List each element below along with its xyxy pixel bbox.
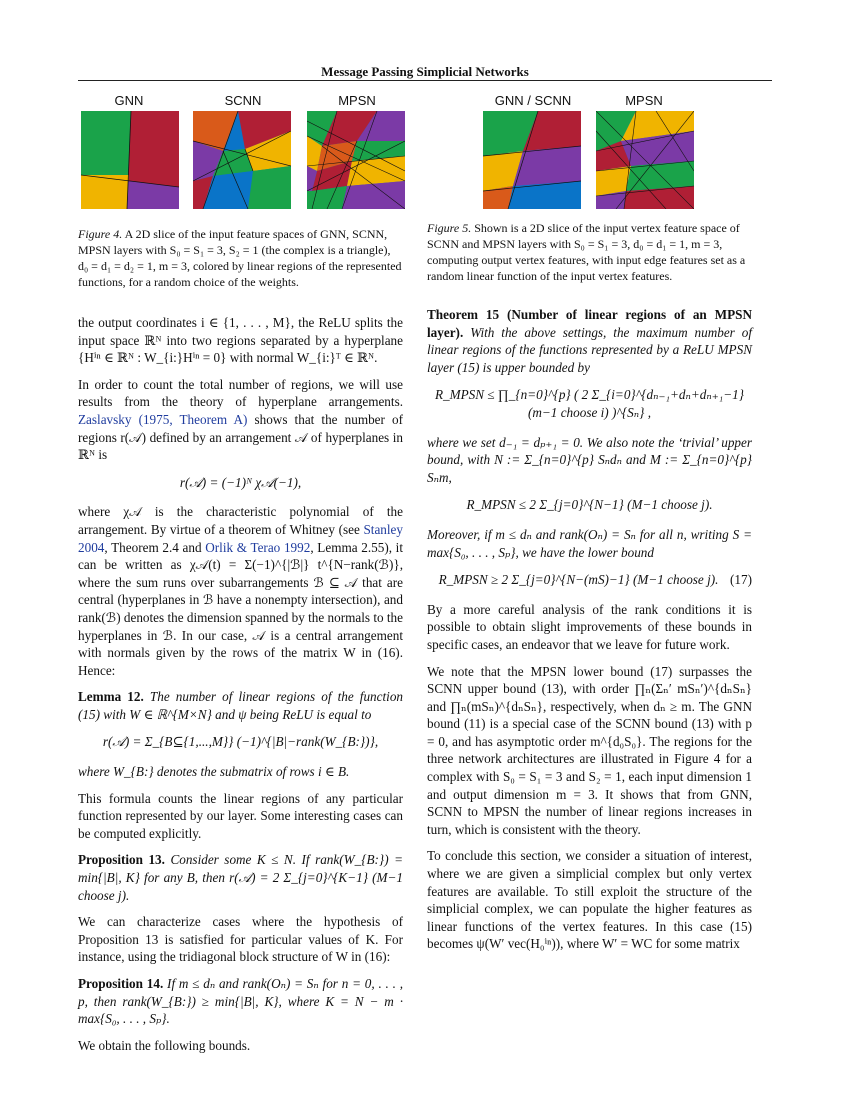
equation-number-17: (17) (730, 572, 752, 588)
left-p1: the output coordinates i ∈ {1, . . . , M}, the ReLU splits the input space ℝᴺ into two regions separated by a hyperplane {Hⁱⁿ ∈ ℝᴺ : W_{i:}Hⁱⁿ = 0} with normal W_{i:}ᵀ ∈ ℝᴺ. (78, 315, 403, 366)
fig5-label-gnn-scnn: GNN / SCNN (494, 93, 572, 108)
equation-lower-bound: (17) R_MPSN ≥ 2 Σ_{j=0}^{N−(mS)−1} (M−1 choose j). (438, 572, 752, 588)
lemma-12: Lemma 12. The number of linear regions of the function (15) with W ∈ ℝ^{M×N} and ψ being ReLU is equal to (78, 689, 404, 722)
right-column (427, 306, 752, 962)
left-p6: We obtain the following bounds. (78, 1037, 251, 1053)
left-p5: We can characterize cases where the hypothesis of Proposition 13 is satisfied for particular values of K. For instance, using the tridiagonal block structure of W in (16): (78, 914, 403, 965)
left-p2: In order to count the total number of regions, we will use results from the theory of hyperplane arrangements. Zaslavsky (1975, Theorem A) shows that the number of regions r(𝒜) defined by an arrangement 𝒜 of hyperplanes in ℝᴺ is (78, 376, 403, 463)
theorem-15: Theorem 15 (Number of linear regions of an MPSN layer). With the above settings, the maximum number of linear regions of the functions represented by a ReLU MPSN layer (15) is upper bounded by (427, 307, 753, 375)
fig4-caption-text: A 2D slice of the input feature spaces of GNN, SCNN, MPSN layers with S₀ = S₁ = 3, S₂ = 1 (the complex is a triangle), d₀ = d₁ = d₂ = 1, m = 3, colored by linear regions of the represented functions, for a random choice of the weights. (78, 227, 402, 289)
left-p4: This formula counts the linear regions of any particular function represented by our layer. Some interesting cases can be computed explicitly. (78, 790, 403, 841)
zaslavsky-citation[interactable]: Zaslavsky (1975, Theorem A) (78, 411, 248, 427)
header-rule (78, 80, 772, 81)
fig4-label-gnn: GNN (114, 93, 144, 108)
equation-lemma: r(𝒜) = Σ_{B⊆{1,...,M}} (−1)^{|B|−rank(W_{B:})}, (102, 734, 379, 750)
theorem-15-mid: where we set d₋₁ = dₚ₊₁ = 0. We also note the ‘trivial’ upper bound, with N := Σ_{n=0}^{p} Sₙdₙ and M := Σ_{n=0}^{p} Sₙm, (427, 434, 752, 485)
stanley-citation[interactable]: Stanley 2004 (78, 521, 404, 555)
fig5-caption-label: Figure 5. (427, 221, 472, 235)
theorem-15-end: Moreover, if m ≤ dₙ and rank(Oₙ) = Sₙ for all n, writing S = max{S₀, . . . , Sₚ}, we have the lower bound (427, 526, 752, 560)
fig4-mpsn-panel (307, 111, 405, 209)
fig4-caption (78, 226, 403, 290)
fig5-caption-text: Shown is a 2D slice of the input vertex feature space of SCNN and MPSN layers with S₀ = S₁ = 3, d₀ = d₁ = 1, m = 3, computing output vertex features, with input edge features set as a random linear function of the input vertex features. (427, 221, 746, 283)
fig4-label-scnn: SCNN (224, 93, 262, 108)
orlik-terao-citation[interactable]: Orlik & Terao 1992 (205, 539, 311, 555)
fig4-scnn-panel (193, 111, 291, 209)
proposition-13: Proposition 13. Consider some K ≤ N. If rank(W_{B:}) = min{|B|, K} for any B, then r(𝒜) = 2 Σ_{j=0}^{K−1} (M−1 choose j). (78, 852, 403, 903)
fig5-mpsn-panel (596, 111, 694, 209)
fig5-label-mpsn: MPSN (625, 93, 663, 108)
lemma-12-after: where W_{B:} denotes the submatrix of rows i ∈ B. (78, 764, 350, 780)
equation-trivial-bound: R_MPSN ≤ 2 Σ_{j=0}^{N−1} (M−1 choose j). (466, 497, 713, 513)
fig5-gnn-scnn-panel (483, 111, 581, 209)
proposition-14: Proposition 14. If m ≤ dₙ and rank(Oₙ) = Sₙ for n = 0, . . . , p, then rank(W_{B:}) ≥ min{|B|, K}, where K = N − m · max{S₀, . . . , Sₚ}. (78, 976, 403, 1027)
fig5-caption (427, 220, 752, 284)
equation-regions: r(𝒜) = (−1)ᴺ χ𝒜(−1), (179, 474, 302, 490)
right-p1: By a more careful analysis of the rank conditions it is possible to obtain slight improvements of these bounds in specific cases, an endeavor that we leave for future work. (427, 601, 752, 652)
equation-upper-bound: R_MPSN ≤ ∏_{n=0}^{p} ( 2 Σ_{i=0}^{dₙ₋₁+dₙ+dₙ₊₁−1} (m−1 choose i) )^{Sₙ} , (434, 387, 745, 420)
fig4-caption-label: Figure 4. (78, 227, 123, 241)
right-p2: We note that the MPSN lower bound (17) surpasses the SCNN upper bound (13), with order ∏ₙ(Σₙ′ mSₙ′)^{dₙSₙ} and ∏ₙ(mSₙ)^{dₙSₙ}, respectively, when dₙ ≥ m. The GNN bound (11) is a special case of the SCNN bound (13) with p = 0, and has asymptotic order m^{d₀S₀}. The regions for the three network architectures are illustrated in Figure 4 for a complex with S₀ = S₁ = 3 and S₂ = 1, each input dimension 1 and output dimension m = 3. It shows that from GNN, SCNN to MPSN the number of linear regions increases in turn, which is consistent with the theory. (427, 663, 752, 837)
running-header: Message Passing Simplicial Networks (321, 64, 529, 79)
fig4-label-mpsn: MPSN (338, 93, 376, 108)
left-p3: where χ𝒜 is the characteristic polynomial of the arrangement. By virtue of a theorem of Whitney (see Stanley 2004, Theorem 2.4 and Orlik & Terao 1992, Lemma 2.55), it can be written as χ𝒜(t) = Σ(−1)^{|ℬ|} t^{N−rank(ℬ)}, where the sum runs over subarrangements ℬ ⊆ 𝒜 that are central (hyperplanes in ℬ have a nonempty intersection), and rank(ℬ) denotes the dimension spanned by the normals to the hyperplanes in ℬ. In our case, 𝒜 is a central arrangement with normals given by the rows of the matrix W in (16). Hence: (78, 504, 404, 678)
right-p3: To conclude this section, we consider a situation of interest, where we are given a simplicial complex but only vertex features are available. To still exploit the structure of the simplicial complex, we can populate the higher features as linear functions of the vertex features. In this case (15) becomes ψ(W′ vec(H₀ⁱⁿ)), where W′ = WC for some matrix (427, 848, 752, 952)
fig4-gnn-panel (81, 111, 179, 209)
left-column (78, 314, 403, 1063)
